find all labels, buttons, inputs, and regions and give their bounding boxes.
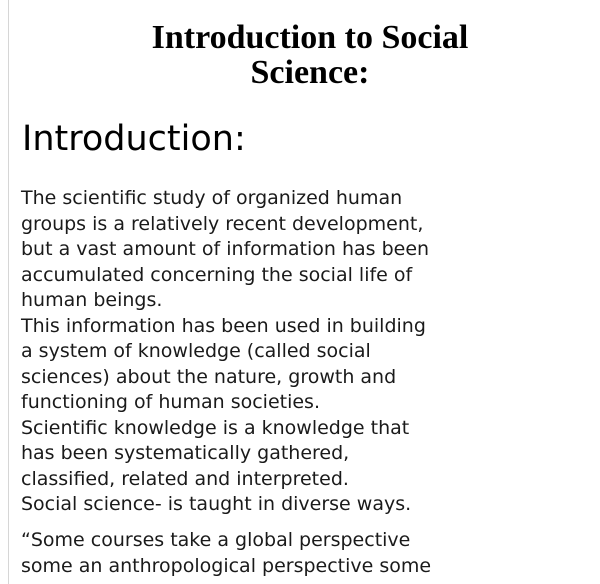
text-line: Scientific knowledge is a knowledge that (21, 416, 410, 439)
title-line: Introduction to Social (151, 19, 469, 56)
text-line: This information has been used in building (21, 314, 426, 337)
text-line: Social science- is taught in diverse ways. (21, 493, 412, 515)
document-title (20, 20, 600, 90)
text-line: The scientific study of organized human (21, 187, 403, 209)
body-paragraph (21, 186, 599, 518)
text-line: but a vast amount of information has been (21, 238, 430, 260)
text-line: sciences) about the nature, growth and (21, 365, 397, 388)
text-line: functioning of human societies. (21, 391, 320, 413)
section-heading: Introduction: (22, 119, 246, 159)
page-left-border (8, 0, 9, 584)
text-line: human beings. (21, 289, 163, 311)
text-line: groups is a relatively recent development, (21, 212, 424, 235)
text-line: accumulated concerning the social life of (21, 263, 413, 286)
text-line: some an anthropological perspective some (21, 554, 432, 577)
text-line: has been systematically gathered, (21, 442, 350, 464)
title-line: Science: (250, 54, 370, 91)
text-line: classified, related and interpreted. (21, 467, 349, 490)
quote-paragraph (21, 528, 599, 579)
text-line: a system of knowledge (called social (21, 340, 371, 362)
text-line: “Some courses take a global perspective (21, 529, 411, 551)
